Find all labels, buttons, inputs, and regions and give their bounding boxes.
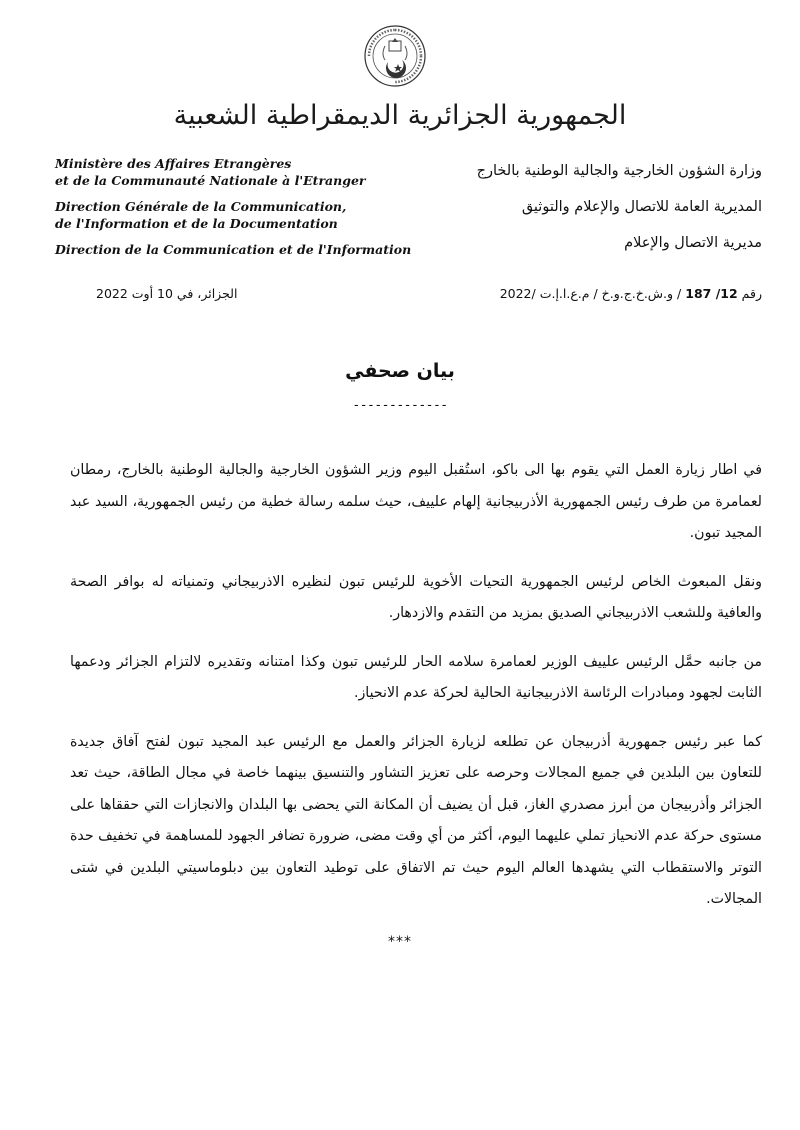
arabic-ministry: وزارة الشؤون الخارجية والجالية الوطنية بالخارج <box>476 163 762 179</box>
french-ministry-line1: Ministère des Affaires Etrangères <box>55 156 292 171</box>
french-ministry-line2: et de la Communauté Nationale à l'Etranger <box>55 173 366 188</box>
arabic-directorate: مديرية الاتصال والإعلام <box>624 235 762 251</box>
reference-suffix: / و.ش.خ.ج.و.خ / م.ع.ا.إ.ت /2022 <box>499 286 682 301</box>
french-dg-line2: de l'Information et de la Documentation <box>55 216 338 231</box>
french-dg-line1: Direction Générale de la Communication, <box>55 199 347 214</box>
french-directorate-block <box>55 241 415 258</box>
french-ministry-block <box>55 155 415 189</box>
date-line: الجزائر، في 10 أوت 2022 <box>96 286 238 301</box>
reference-number <box>500 286 762 301</box>
document-title: بيان صحفي <box>345 360 455 382</box>
french-letterhead <box>55 155 415 258</box>
algeria-emblem-icon <box>363 24 427 88</box>
arabic-letterhead <box>422 158 762 266</box>
title-underline: ------------- <box>352 398 448 413</box>
emblem-seal-graphic <box>363 24 427 88</box>
paragraph-1: في اطار زيارة العمل التي يقوم بها الى باكو، استُقبل اليوم وزير الشؤون الخارجية والجالية الوطنية بالخارج، رمطان لعمامرة من طرف رئيس الجمهورية الأذربيجانية إلهام علييف، حيث سلمه رسالة خطية من رئيس الجمهورية، السيد عبد المجيد تبون. <box>70 462 762 541</box>
arabic-dg: المديرية العامة للاتصال والإعلام والتوثيق <box>521 199 762 215</box>
paragraph-4: كما عبر رئيس جمهورية أذربيجان عن تطلعه لزيارة الجزائر والعمل مع الرئيس عبد المجيد تبون لفتح آفاق جديدة للتعاون بين البلدين في جميع المجالات وحرصه على تعزيز التشاور والتنسيق بينهما خاصة في مجال الطاقة، حيث تعد الجزائر وأذربيجان من أبرز مصدري الغاز، قبل أن يضيف أن المكانة التي يحضى بها البلدان والانجازات التي حققاها على مستوى حركة عدم الانحياز تملي عليهما اليوم، أكثر من أي وقت مضى، ضرورة تضافر الجهود للمساهمة في تخفيف حدة التوتر والاستقطاب التي يشهدها العالم اليوم حيث تم الاتفاق على توطيد التعاون بين دبلوماسيتي البلدين في شتى المجالات. <box>70 733 762 907</box>
reference-number-value: 12/ 187 <box>685 286 738 301</box>
reference-prefix: رقم <box>741 286 762 301</box>
paragraph-3: من جانبه حمَّل الرئيس علييف الوزير لعمامرة سلامه الحار للرئيس تبون وكذا امتنانه وتقديره لالتزام الجزائر ودعمها الثابت لجهود ومبادرات الرئاسة الاذربيجانية الحالية لحركة عدم الانحياز. <box>70 653 762 701</box>
french-directorate: Direction de la Communication et de l'Information <box>55 242 412 257</box>
closing-mark: *** <box>388 934 412 950</box>
paragraph-2: ونقل المبعوث الخاص لرئيس الجمهورية التحيات الأخوية للرئيس تبون لنظيره الاذربيجاني وتمنياته له بوافر الصحة والعافية وللشعب الاذربيجاني الصديق بمزيد من التقدم والازدهار. <box>70 573 762 621</box>
document-body <box>70 455 762 933</box>
french-dg-block <box>55 198 415 232</box>
republic-name: الجمهورية الجزائرية الديمقراطية الشعبية <box>173 100 627 131</box>
